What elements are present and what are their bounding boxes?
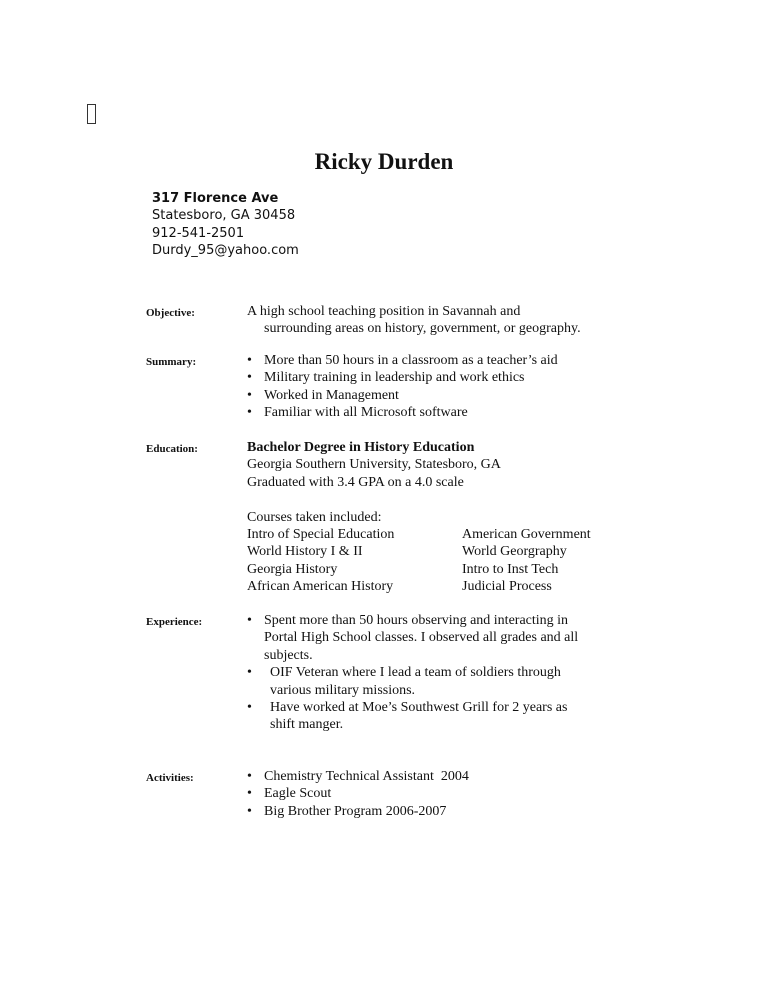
list-item-text: Familiar with all Microsoft software bbox=[264, 405, 468, 421]
list-item-text: subjects. bbox=[264, 647, 313, 663]
bullet-icon: • bbox=[247, 665, 252, 681]
street-address: 317 Florence Ave bbox=[152, 191, 279, 206]
course: Intro to Inst Tech bbox=[462, 561, 559, 577]
list-item bbox=[247, 664, 578, 699]
list-item bbox=[247, 404, 558, 421]
bullet-icon: • bbox=[247, 613, 252, 628]
education-label: Education: bbox=[146, 443, 198, 455]
contact-block bbox=[152, 190, 299, 260]
list-item bbox=[247, 803, 469, 820]
list-item-text: shift manger. bbox=[270, 717, 344, 733]
experience-label: Experience: bbox=[146, 616, 203, 628]
city-state-zip: Statesboro, GA 30458 bbox=[152, 208, 296, 224]
courses-header: Courses taken included: bbox=[247, 509, 382, 525]
objective-label: Objective: bbox=[146, 307, 195, 319]
course-row bbox=[247, 526, 591, 543]
list-item-text: Worked in Management bbox=[264, 387, 399, 403]
list-item bbox=[247, 768, 469, 785]
bullet-icon: • bbox=[247, 700, 252, 716]
course: Intro of Special Education bbox=[247, 527, 395, 543]
list-item-text: More than 50 hours in a classroom as a teacher’s aid bbox=[264, 353, 558, 368]
course: African American History bbox=[247, 579, 394, 595]
course-row bbox=[247, 578, 591, 595]
list-item-text: Big Brother Program 2006-2007 bbox=[264, 803, 447, 819]
summary-label: Summary: bbox=[146, 356, 197, 368]
course-row bbox=[247, 543, 591, 560]
list-item-text: Have worked at Moe’s Southwest Grill for 2 years as bbox=[270, 700, 568, 716]
activities-label: Activities: bbox=[146, 772, 194, 784]
education-block bbox=[247, 439, 591, 596]
list-item-text: OIF Veteran where I lead a team of soldiers through bbox=[270, 665, 561, 681]
bullet-icon: • bbox=[247, 786, 252, 802]
course: World History I & II bbox=[247, 544, 363, 560]
degree: Bachelor Degree in History Education bbox=[247, 440, 475, 455]
list-item-text: various military missions. bbox=[270, 682, 416, 698]
phone-number: 912-541-2501 bbox=[152, 225, 245, 241]
bullet-icon: • bbox=[247, 387, 252, 403]
list-item bbox=[247, 785, 469, 802]
summary-list bbox=[247, 352, 558, 422]
experience-list bbox=[247, 612, 578, 734]
list-item-text: Military training in leadership and work ethics bbox=[264, 370, 525, 386]
school: Georgia Southern University, Statesboro, GA bbox=[247, 457, 501, 473]
course: Georgia History bbox=[247, 561, 338, 577]
objective-text bbox=[247, 303, 581, 338]
list-item-text: Spent more than 50 hours observing and interacting in bbox=[264, 613, 569, 628]
list-item bbox=[247, 612, 578, 664]
objective-line: surrounding areas on history, government, or geography. bbox=[264, 321, 581, 337]
list-item bbox=[247, 387, 558, 404]
activities-list bbox=[247, 768, 469, 820]
course: Judicial Process bbox=[462, 579, 552, 595]
email-address: Durdy_95@yahoo.com bbox=[152, 243, 299, 259]
course: World Georgraphy bbox=[462, 544, 567, 560]
list-item-text: Chemistry Technical Assistant 2004 bbox=[264, 769, 469, 784]
list-item bbox=[247, 369, 558, 386]
list-item bbox=[247, 699, 578, 734]
resume-name: Ricky Durden bbox=[314, 149, 454, 174]
missing-glyph-box bbox=[87, 104, 96, 124]
gpa: Graduated with 3.4 GPA on a 4.0 scale bbox=[247, 474, 464, 490]
bullet-icon: • bbox=[247, 405, 252, 421]
objective-line: A high school teaching position in Savannah and bbox=[247, 304, 521, 319]
course: American Government bbox=[462, 527, 591, 543]
list-item bbox=[247, 352, 558, 369]
bullet-icon: • bbox=[247, 370, 252, 386]
bullet-icon: • bbox=[247, 803, 252, 819]
bullet-icon: • bbox=[247, 353, 252, 368]
list-item-text: Eagle Scout bbox=[264, 786, 332, 802]
bullet-icon: • bbox=[247, 769, 252, 784]
list-item-text: Portal High School classes. I observed all grades and all bbox=[264, 630, 579, 646]
course-row bbox=[247, 561, 591, 578]
